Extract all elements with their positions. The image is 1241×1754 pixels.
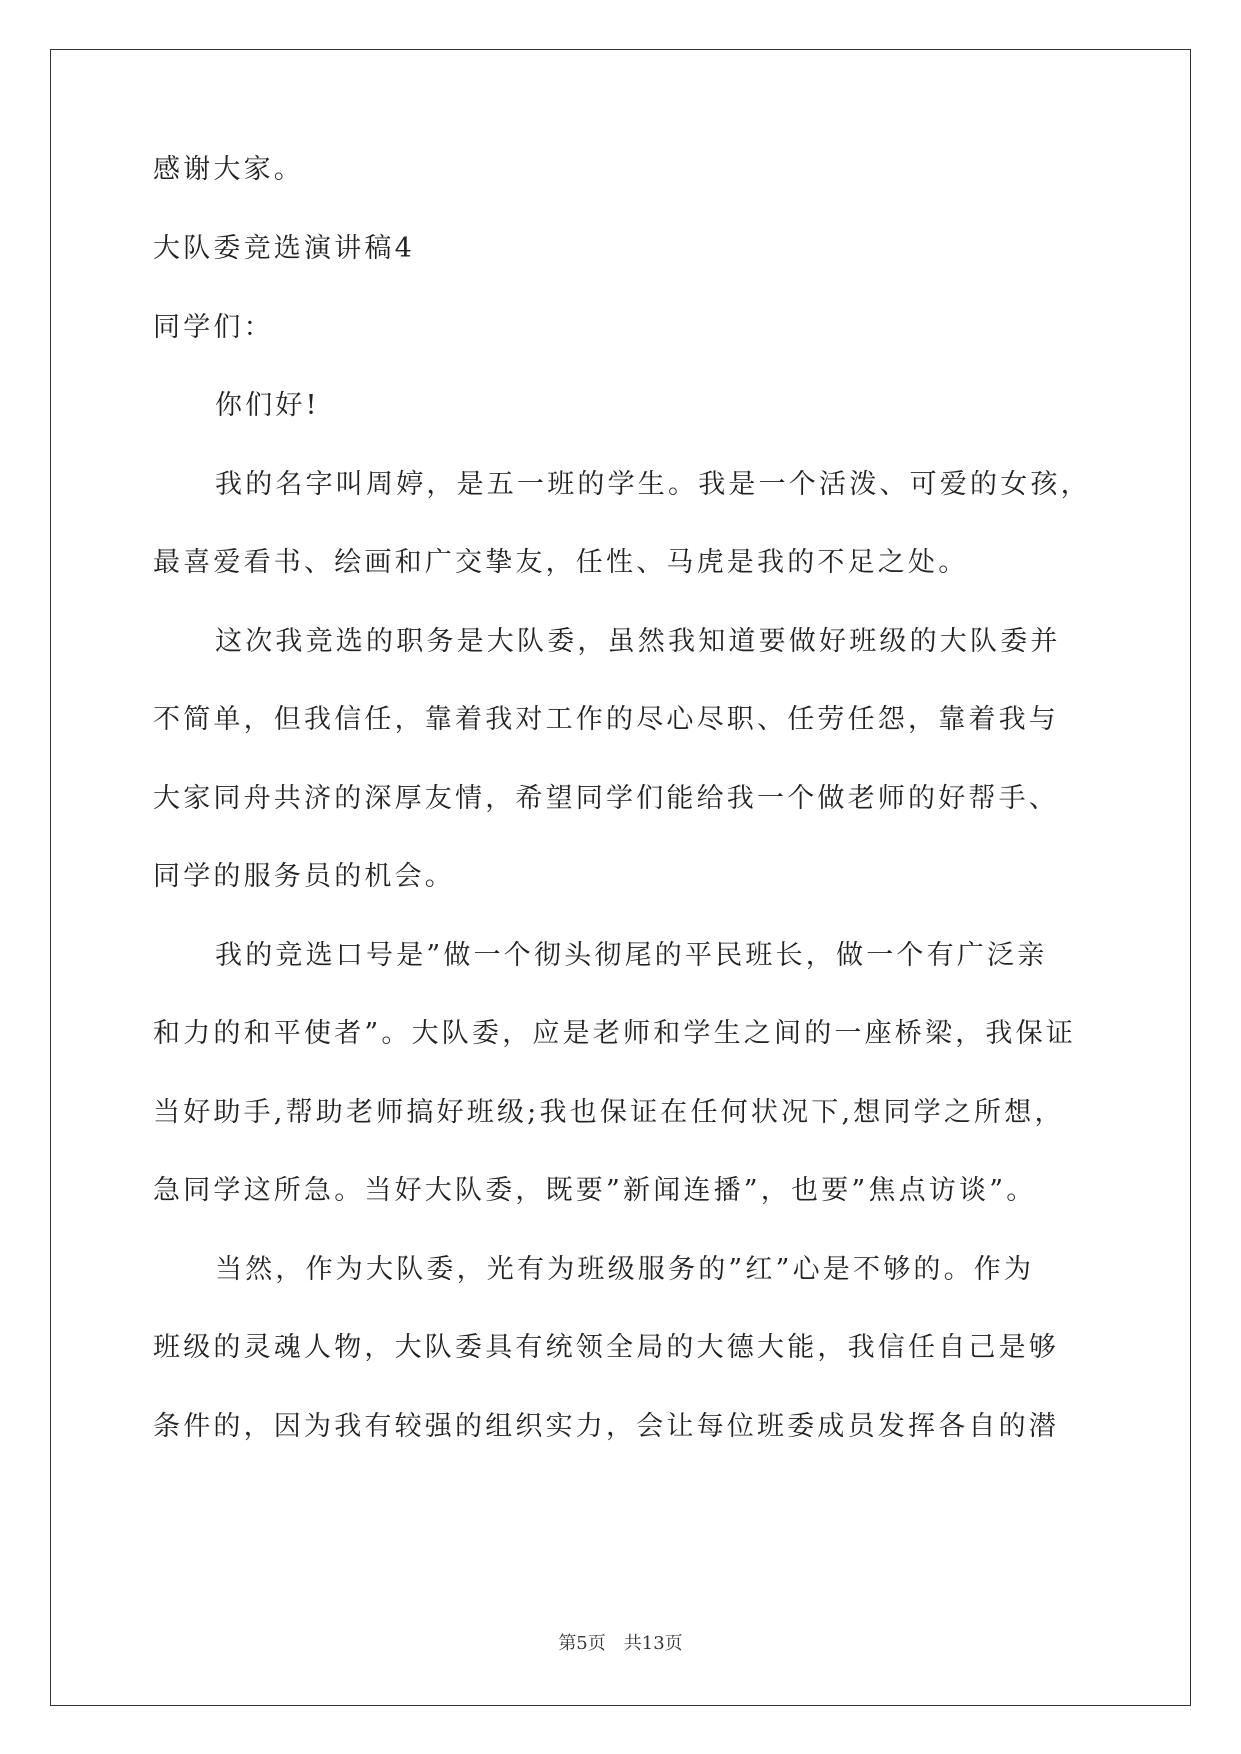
text-line: 不简单，但我信任，靠着我对工作的尽心尽职、任劳任怨，靠着我与 [153,704,1059,735]
text-line: 班级的灵魂人物，大队委具有统领全局的大德大能，我信任自己是够 [153,1332,1059,1363]
text-line-closing: 感谢大家。 [153,154,304,185]
text-line-greeting: 你们好! [215,390,320,421]
text-line: 我的名字叫周婷，是五一班的学生。我是一个活泼、可爱的女孩， [215,469,1091,500]
text-line: 我的竞选口号是”做一个彻头彻尾的平民班长，做一个有广泛亲 [215,940,1048,971]
text-line: 和力的和平使者”。大队委，应是老师和学生之间的一座桥梁，我保证 [153,1018,1077,1049]
page-number-footer: 第5页 共13页 [558,1633,683,1654]
text-line: 当好助手,帮助老师搞好班级;我也保证在任何状况下,想同学之所想， [153,1097,1065,1128]
text-line: 急同学这所急。当好大队委，既要”新闻连播”，也要”焦点访谈”。 [153,1175,1037,1206]
text-line: 同学的服务员的机会。 [153,861,455,892]
text-line: 最喜爱看书、绘画和广交挚友，任性、马虎是我的不足之处。 [153,547,969,578]
text-line: 这次我竞选的职务是大队委，虽然我知道要做好班级的大队委并 [215,626,1061,657]
text-line: 大家同舟共济的深厚友情，希望同学们能给我一个做老师的好帮手、 [153,783,1059,814]
section-heading: 大队委竞选演讲稿4 [153,233,415,264]
text-line-salutation: 同学们： [153,312,274,343]
text-line: 当然，作为大队委，光有为班级服务的”红”心是不够的。作为 [215,1254,1035,1285]
text-line: 条件的，因为我有较强的组织实力，会让每位班委成员发挥各自的潜 [153,1411,1059,1442]
